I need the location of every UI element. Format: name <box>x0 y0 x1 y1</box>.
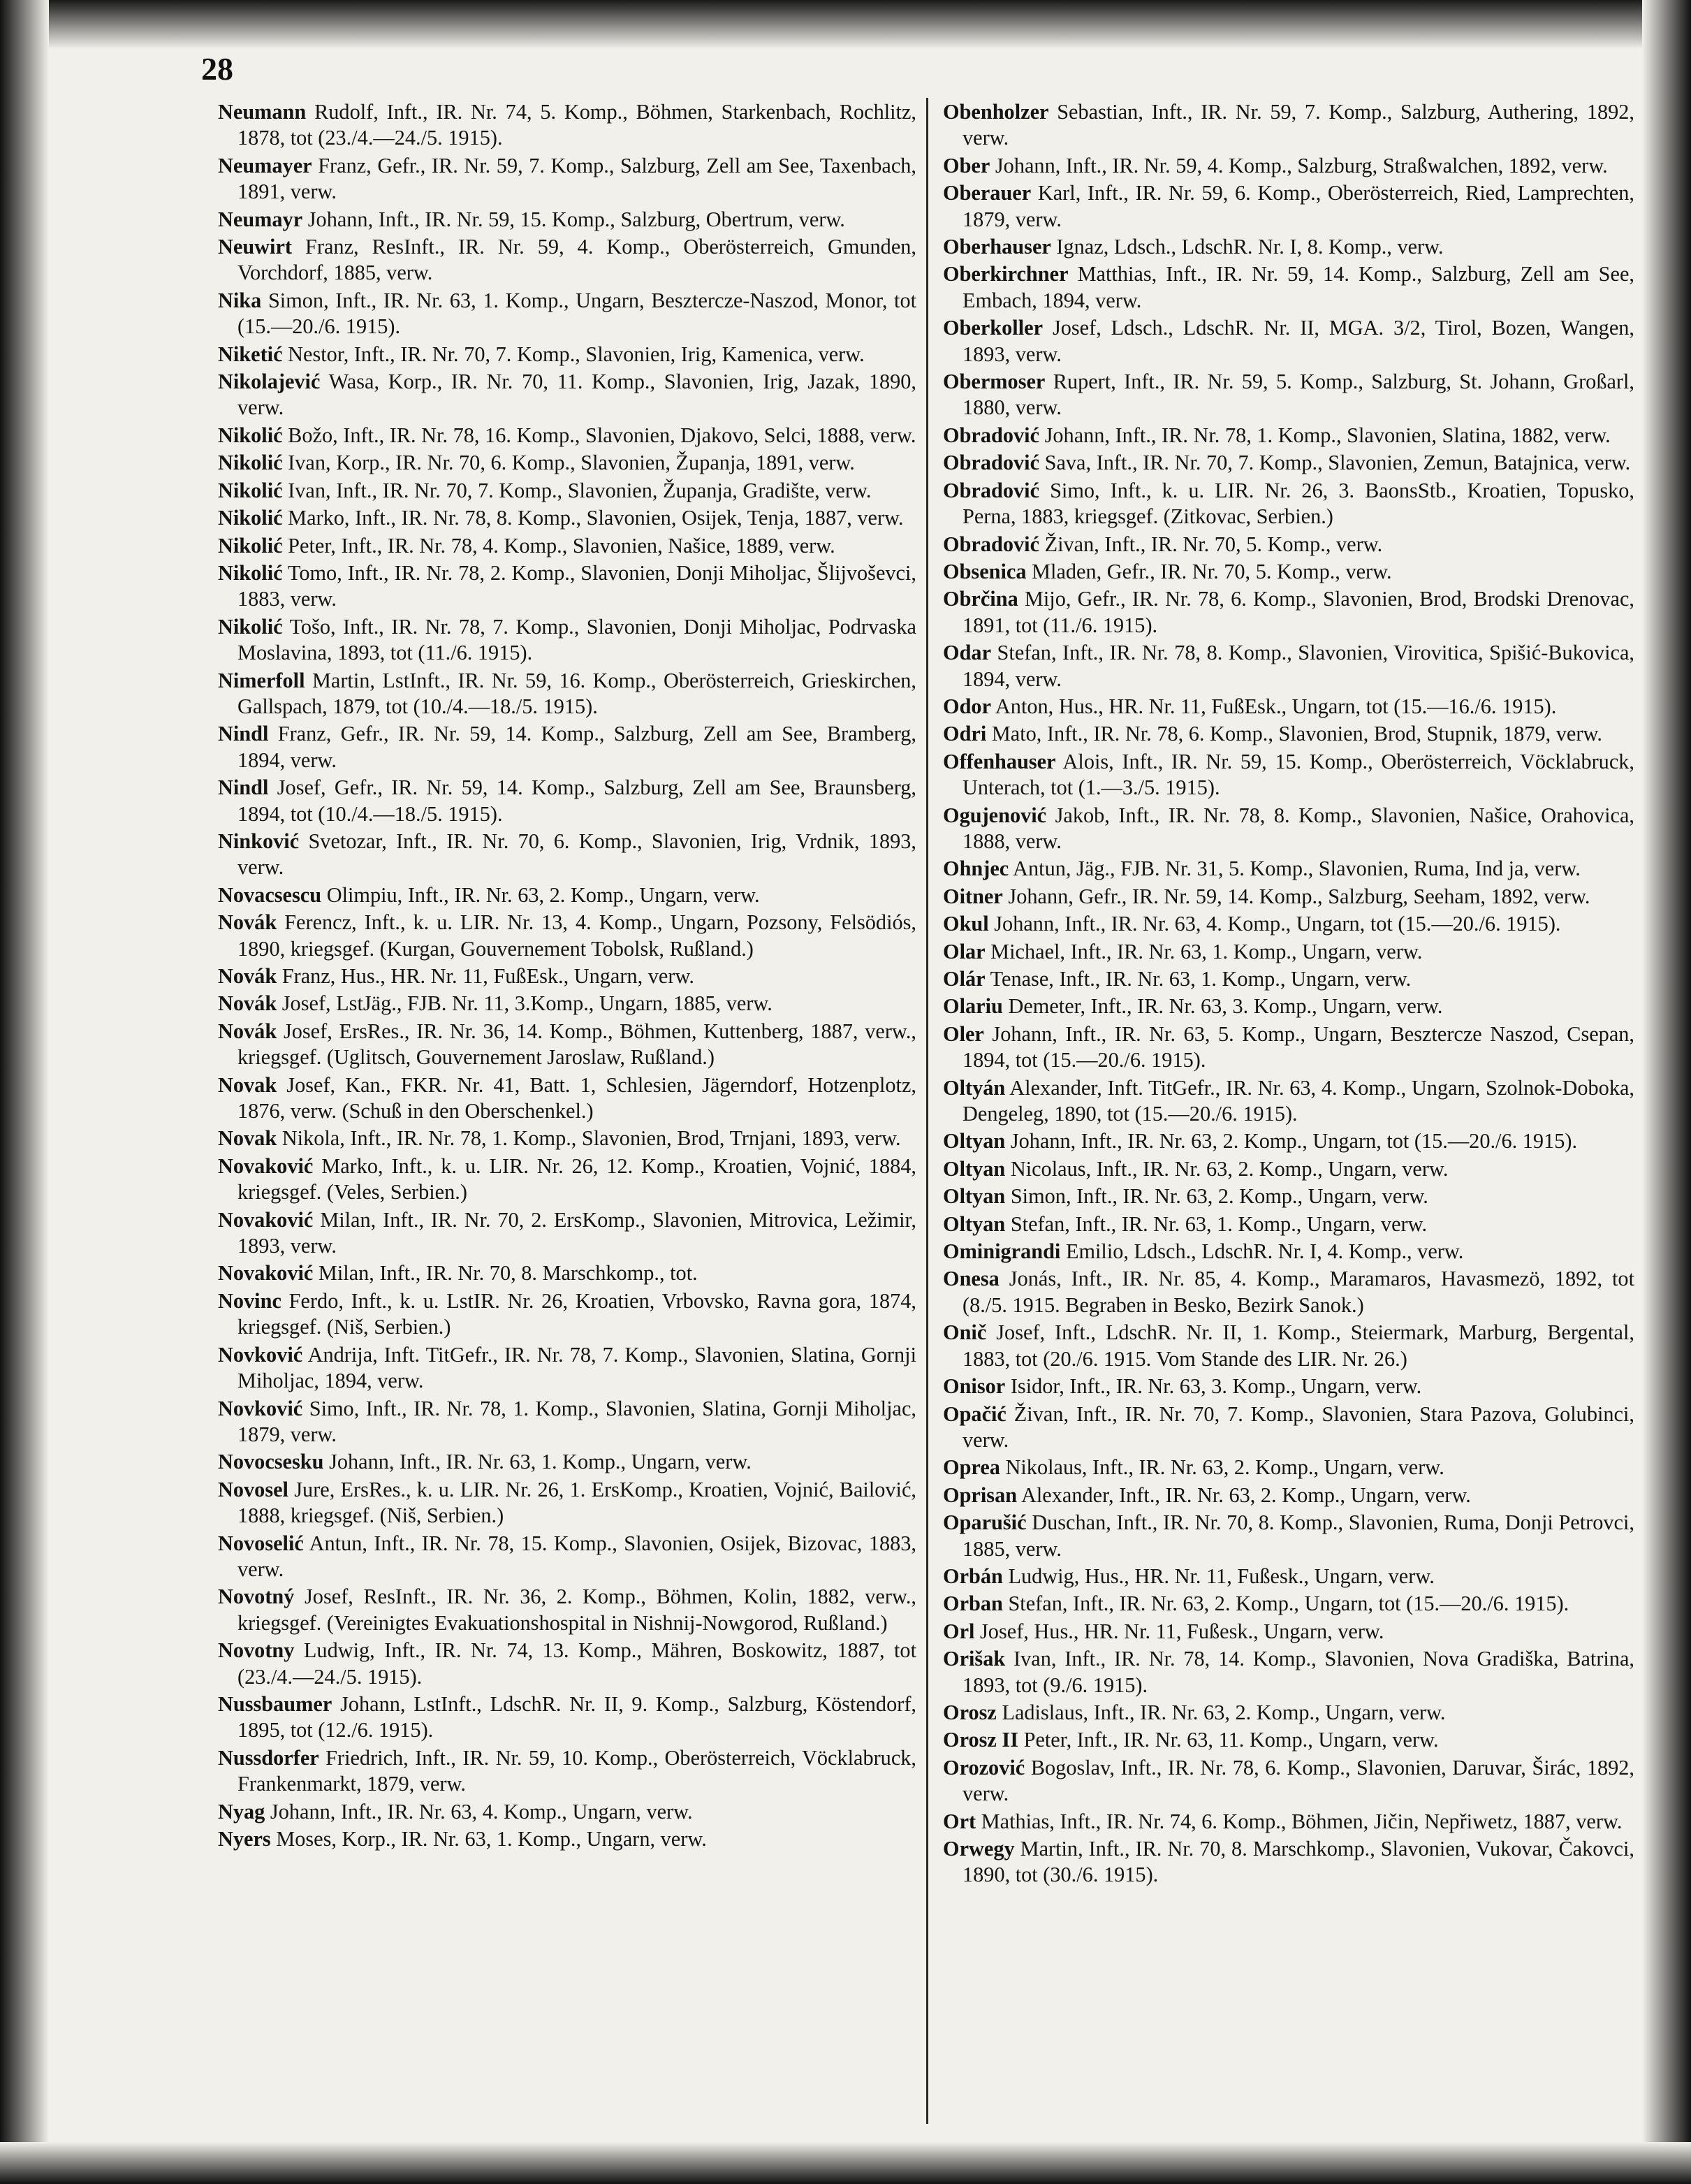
entry-surname: Nimerfoll <box>218 668 305 692</box>
list-entry <box>943 1700 1634 1726</box>
entry-surname: Novotny <box>218 1638 295 1663</box>
entry-surname: Novocsesku <box>218 1450 324 1474</box>
entry-surname: Ogujenović <box>943 803 1047 827</box>
list-entry <box>218 1396 916 1448</box>
entry-details: Nikola, Inft., IR. Nr. 78, 1. Komp., Slavonien, Brod, Trnjani, 1893, verw. <box>281 1126 901 1151</box>
entry-surname: Nikolajević <box>218 370 321 394</box>
list-entry <box>943 803 1634 855</box>
entry-details: Bogoslav, Inft., IR. Nr. 78, 6. Komp., Slavonien, Daruvar, Širác, 1892, verw. <box>962 1755 1635 1806</box>
entry-details: Josef, LstJäg., FJB. Nr. 11, 3.Komp., Ungarn, 1885, verw. <box>281 991 773 1016</box>
entry-details: Moses, Korp., IR. Nr. 63, 1. Komp., Ungarn, verw. <box>276 1827 707 1851</box>
entry-surname: Orbán <box>943 1564 1003 1588</box>
entry-surname: Oberkirchner <box>943 262 1069 286</box>
entry-details: Demeter, Inft., IR. Nr. 63, 3. Komp., Ungarn, verw. <box>1008 994 1443 1019</box>
entry-surname: Novák <box>218 1019 277 1043</box>
list-entry <box>943 1455 1634 1480</box>
list-entry <box>943 694 1634 720</box>
list-entry <box>943 1619 1634 1645</box>
entry-surname: Neumayer <box>218 153 312 177</box>
entry-details: Božo, Inft., IR. Nr. 78, 16. Komp., Slavonien, Djakovo, Selci, 1888, verw. <box>288 423 916 447</box>
entry-details: Johann, Inft., IR. Nr. 63, 5. Komp., Ungarn, Besztercze Naszod, Csepan, 1894, tot (15.—20./6. 1915). <box>962 1021 1634 1072</box>
entry-surname: Novák <box>218 964 277 988</box>
entry-details: Josef, ErsRes., IR. Nr. 36, 14. Komp., Böhmen, Kuttenberg, 1887, verw., kriegsgef. (Uglitsch, Gouvernement Jaroslaw, Rußland.) <box>237 1019 916 1070</box>
entry-surname: Nyers <box>218 1827 271 1851</box>
entry-details: Franz, Gefr., IR. Nr. 59, 7. Komp., Salzburg, Zell am See, Taxenbach, 1891, verw. <box>237 153 916 204</box>
list-entry <box>943 315 1634 367</box>
entry-surname: Olár <box>943 967 986 991</box>
entry-details: Milan, Inft., IR. Nr. 70, 8. Marschkomp., tot. <box>318 1261 698 1286</box>
entry-details: Antun, Inft., IR. Nr. 78, 15. Komp., Slavonien, Osijek, Bizovac, 1883, verw. <box>237 1531 916 1581</box>
entry-surname: Opačić <box>943 1402 1006 1426</box>
entry-details: Jonás, Inft., IR. Nr. 85, 4. Komp., Maramaros, Havasmezö, 1892, tot (8./5. 1915. Begraben in Besko, Bezirk Sanok.) <box>962 1267 1634 1317</box>
entry-details: Duschan, Inft., IR. Nr. 70, 8. Komp., Slavonien, Ruma, Donji Petrovci, 1885, verw. <box>962 1510 1634 1561</box>
list-entry <box>943 180 1634 233</box>
entry-details: Ferdo, Inft., k. u. LstIR. Nr. 26, Kroatien, Vrbovsko, Ravna gora, 1874, kriegsgef. (Niš, Serbien.) <box>237 1288 916 1339</box>
entry-details: Franz, ResInft., IR. Nr. 59, 4. Komp., Oberösterreich, Gmunden, Vorchdorf, 1885, verw. <box>237 235 916 285</box>
entry-details: Ivan, Inft., IR. Nr. 78, 14. Komp., Slavonien, Nova Gradiška, Batrina, 1893, tot (9./6. 1915). <box>962 1647 1634 1697</box>
entry-details: Josef, Inft., LdschR. Nr. II, 1. Komp., Steiermark, Marburg, Bergental, 1883, tot (20./6. 1915. Vom Stande des LIR. Nr. 26.) <box>962 1320 1634 1371</box>
list-entry <box>943 559 1634 585</box>
list-entry <box>218 1072 916 1125</box>
list-entry <box>943 261 1634 314</box>
entry-surname: Orban <box>943 1592 1003 1616</box>
list-entry <box>943 99 1634 152</box>
entry-details: Anton, Hus., HR. Nr. 11, FußEsk., Ungarn, tot (15.—16./6. 1915). <box>995 694 1557 718</box>
entry-details: Matthias, Inft., IR. Nr. 59, 14. Komp., Salzburg, Zell am See, Embach, 1894, verw. <box>962 262 1635 312</box>
list-entry <box>218 288 916 340</box>
entry-surname: Ort <box>943 1809 976 1833</box>
list-entry <box>943 1320 1634 1372</box>
list-entry <box>218 505 916 531</box>
entry-details: Sebastian, Inft., IR. Nr. 59, 7. Komp., Salzburg, Authering, 1892, verw. <box>962 100 1634 150</box>
entry-surname: Neumann <box>218 100 307 124</box>
list-entry <box>218 614 916 667</box>
list-entry <box>218 1342 916 1395</box>
entry-details: Jure, ErsRes., k. u. LIR. Nr. 26, 1. ErsKomp., Kroatien, Vojnić, Bailović, 1888, kriegsgef. (Niš, Serbien.) <box>237 1477 916 1528</box>
list-entry <box>943 640 1634 692</box>
entry-details: Tenase, Inft., IR. Nr. 63, 1. Komp., Ungarn, verw. <box>990 967 1412 991</box>
list-entry <box>218 207 916 233</box>
entry-details: Michael, Inft., IR. Nr. 63, 1. Komp., Ungarn, verw. <box>990 939 1423 963</box>
list-entry <box>943 450 1634 476</box>
list-entry <box>218 775 916 827</box>
entry-details: Jakob, Inft., IR. Nr. 78, 8. Komp., Slavonien, Našice, Orahovica, 1888, verw. <box>962 803 1634 853</box>
entry-surname: Novák <box>218 991 277 1016</box>
entry-surname: Ominigrandi <box>943 1239 1061 1264</box>
entry-surname: Oberkoller <box>943 316 1044 340</box>
entry-surname: Oltyan <box>943 1211 1006 1236</box>
entry-surname: Onesa <box>943 1267 1000 1291</box>
list-entry <box>943 1809 1634 1835</box>
entry-surname: Nindl <box>218 722 269 746</box>
list-entry <box>943 532 1634 558</box>
entry-surname: Novacsescu <box>218 882 322 907</box>
entry-details: Rupert, Inft., IR. Nr. 59, 5. Komp., Salzburg, St. Johann, Großarl, 1880, verw. <box>962 370 1634 420</box>
entry-details: Peter, Inft., IR. Nr. 78, 4. Komp., Slavonien, Našice, 1889, verw. <box>288 533 835 558</box>
entry-details: Mathias, Inft., IR. Nr. 74, 6. Komp., Böhmen, Jičin, Nepřiwetz, 1887, verw. <box>981 1809 1623 1833</box>
entry-surname: Oltyan <box>943 1129 1006 1153</box>
entry-details: Nikolaus, Inft., IR. Nr. 63, 2. Komp., Ungarn, verw. <box>1005 1455 1444 1480</box>
list-entry <box>943 1646 1634 1698</box>
list-entry <box>218 450 916 476</box>
list-entry <box>943 884 1634 910</box>
entry-surname: Nikolić <box>218 506 283 530</box>
entry-details: Johann, Gefr., IR. Nr. 59, 14. Komp., Salzburg, Seeham, 1892, verw. <box>1008 884 1590 908</box>
entry-surname: Novak <box>218 1126 277 1151</box>
list-entry <box>218 1477 916 1529</box>
list-entry <box>218 423 916 449</box>
entry-surname: Obrčina <box>943 587 1018 611</box>
entry-surname: Obradović <box>943 532 1040 556</box>
entry-surname: Nika <box>218 288 262 312</box>
entry-surname: Oltyan <box>943 1184 1006 1209</box>
entry-details: Alexander, Inft., IR. Nr. 63, 2. Komp., Ungarn, verw. <box>1020 1483 1471 1507</box>
list-entry <box>218 1799 916 1825</box>
list-entry <box>218 234 916 286</box>
list-entry <box>943 1128 1634 1154</box>
list-entry <box>943 1836 1634 1888</box>
entry-details: Johann, Inft., IR. Nr. 63, 4. Komp., Ungarn, verw. <box>270 1799 693 1823</box>
entry-details: Martin, LstInft., IR. Nr. 59, 16. Komp., Oberösterreich, Grieskirchen, Gallspach, 1879, tot (10./4.—18./5. 1915). <box>237 668 917 718</box>
entry-details: Simon, Inft., IR. Nr. 63, 2. Komp., Ungarn, verw. <box>1010 1184 1428 1209</box>
entry-surname: Obermoser <box>943 370 1046 394</box>
list-entry <box>218 99 916 152</box>
right-column <box>943 99 1634 1890</box>
entry-surname: Oitner <box>943 884 1003 908</box>
entry-surname: Ninković <box>218 829 300 853</box>
entry-surname: Oparušić <box>943 1510 1027 1535</box>
entry-surname: Neuwirt <box>218 235 293 259</box>
entry-surname: Obradović <box>943 478 1040 502</box>
entry-details: Stefan, Inft., IR. Nr. 78, 8. Komp., Slavonien, Virovitica, Spišić-Bukovica, 1894, verw. <box>962 641 1634 691</box>
entry-details: Tomo, Inft., IR. Nr. 78, 2. Komp., Slavonien, Donji Miholjac, Šlijvoševci, 1883, verw. <box>237 560 916 611</box>
entry-details: Isidor, Inft., IR. Nr. 63, 3. Komp., Ungarn, verw. <box>1010 1374 1422 1399</box>
list-entry <box>218 1288 916 1341</box>
scan-edge-top <box>0 0 1691 49</box>
entry-surname: Obradović <box>943 451 1040 475</box>
entry-surname: Oltyan <box>943 1156 1006 1181</box>
entry-details: Milan, Inft., IR. Nr. 70, 2. ErsKomp., Slavonien, Mitrovica, Ležimir, 1893, verw. <box>237 1207 916 1258</box>
list-entry <box>218 1826 916 1852</box>
entry-details: Alois, Inft., IR. Nr. 59, 15. Komp., Oberösterreich, Vöcklabruck, Unterach, tot (1.—3./5. 1915). <box>962 749 1635 800</box>
list-entry <box>943 1211 1634 1237</box>
entry-surname: Nikolić <box>218 560 283 585</box>
entry-surname: Novaković <box>218 1207 314 1232</box>
entry-surname: Nikolić <box>218 423 283 447</box>
list-entry <box>943 1483 1634 1508</box>
list-entry <box>218 882 916 908</box>
list-entry <box>943 1755 1634 1807</box>
entry-surname: Novaković <box>218 1153 314 1178</box>
list-entry <box>218 369 916 421</box>
entry-surname: Oltyán <box>943 1075 1006 1100</box>
list-entry <box>943 1727 1634 1753</box>
entry-surname: Nikolić <box>218 614 283 639</box>
entry-details: Wasa, Korp., IR. Nr. 70, 11. Komp., Slavonien, Irig, Jazak, 1890, verw. <box>237 370 916 420</box>
entry-details: Živan, Inft., IR. Nr. 70, 5. Komp., verw. <box>1044 532 1383 556</box>
entry-surname: Orozović <box>943 1755 1025 1779</box>
column-divider <box>926 98 928 2124</box>
list-entry <box>218 478 916 504</box>
entry-surname: Novotný <box>218 1585 295 1609</box>
entry-surname: Oberhauser <box>943 235 1051 259</box>
entry-surname: Niketić <box>218 342 283 366</box>
list-entry <box>943 586 1634 639</box>
entry-details: Johann, Inft., IR. Nr. 59, 4. Komp., Salzburg, Straßwalchen, 1892, verw. <box>995 153 1608 177</box>
entry-surname: Orosz <box>943 1700 997 1724</box>
entry-surname: Oprisan <box>943 1483 1018 1507</box>
entry-details: Stefan, Inft., IR. Nr. 63, 1. Komp., Ungarn, verw. <box>1010 1211 1428 1236</box>
entry-details: Johann, Inft., IR. Nr. 63, 4. Komp., Ungarn, tot (15.—20./6. 1915). <box>994 912 1561 936</box>
entry-surname: Nikolić <box>218 478 283 502</box>
entry-surname: Olariu <box>943 994 1003 1019</box>
list-entry <box>218 153 916 205</box>
entry-details: Ivan, Inft., IR. Nr. 70, 7. Komp., Slavonien, Županja, Gradište, verw. <box>288 478 872 502</box>
entry-details: Nestor, Inft., IR. Nr. 70, 7. Komp., Slavonien, Irig, Kamenica, verw. <box>288 342 865 366</box>
entry-surname: Orwegy <box>943 1837 1015 1861</box>
entry-details: Josef, Ldsch., LdschR. Nr. II, MGA. 3/2, Tirol, Bozen, Wangen, 1893, verw. <box>962 316 1634 366</box>
entry-surname: Obsenica <box>943 559 1027 583</box>
entry-surname: Novković <box>218 1342 303 1367</box>
entry-details: Antun, Jäg., FJB. Nr. 31, 5. Komp., Slavonien, Ruma, Ind ja, verw. <box>1013 857 1581 881</box>
entry-surname: Ohnjec <box>943 857 1009 881</box>
entry-surname: Ober <box>943 153 990 177</box>
entry-surname: Odor <box>943 694 992 718</box>
entry-details: Mato, Inft., IR. Nr. 78, 6. Komp., Slavonien, Brod, Stupnik, 1879, verw. <box>991 722 1602 746</box>
entry-details: Josef, Gefr., IR. Nr. 59, 14. Komp., Salzburg, Zell am See, Braunsberg, 1894, tot (10./4.—18./5. 1915). <box>237 776 917 826</box>
entry-surname: Nindl <box>218 776 269 800</box>
list-entry <box>943 749 1634 801</box>
list-entry <box>943 1021 1634 1074</box>
list-entry <box>218 1019 916 1071</box>
list-entry <box>943 966 1634 992</box>
entry-details: Marko, Inft., IR. Nr. 78, 8. Komp., Slavonien, Osijek, Tenja, 1887, verw. <box>288 506 904 530</box>
list-entry <box>218 1638 916 1690</box>
entry-details: Martin, Inft., IR. Nr. 70, 8. Marschkomp., Slavonien, Vukovar, Čakovci, 1890, tot (30./6. 1915). <box>962 1837 1634 1887</box>
entry-details: Sava, Inft., IR. Nr. 70, 7. Komp., Slavonien, Zemun, Batajnica, verw. <box>1044 451 1631 475</box>
entry-surname: Orl <box>943 1619 975 1643</box>
entry-surname: Onisor <box>943 1374 1006 1399</box>
entry-details: Josef, Hus., HR. Nr. 11, Fußesk., Ungarn, verw. <box>980 1619 1384 1643</box>
entry-details: Mijo, Gefr., IR. Nr. 78, 6. Komp., Slavonien, Brod, Brodski Drenovac, 1891, tot (11./6. 1915). <box>962 587 1634 637</box>
entry-details: Franz, Hus., HR. Nr. 11, FußEsk., Ungarn, verw. <box>281 964 694 988</box>
list-entry <box>218 1531 916 1583</box>
list-entry <box>218 1584 916 1636</box>
list-entry <box>943 1184 1634 1209</box>
list-entry <box>943 939 1634 965</box>
entry-surname: Novković <box>218 1396 303 1420</box>
entry-surname: Olar <box>943 939 986 963</box>
list-entry <box>218 533 916 559</box>
entry-details: Ivan, Korp., IR. Nr. 70, 6. Komp., Slavonien, Županja, 1891, verw. <box>288 451 855 475</box>
entry-details: Johann, Inft., IR. Nr. 63, 1. Komp., Ungarn, verw. <box>329 1450 752 1474</box>
entry-details: Ladislaus, Inft., IR. Nr. 63, 2. Komp., Ungarn, verw. <box>1002 1700 1446 1724</box>
list-entry <box>218 1449 916 1475</box>
list-entry <box>943 993 1634 1019</box>
entry-surname: Odri <box>943 722 987 746</box>
left-column <box>218 99 916 1854</box>
list-entry <box>943 369 1634 421</box>
entry-surname: Nikolić <box>218 533 283 558</box>
list-entry <box>943 234 1634 260</box>
list-entry <box>218 1691 916 1744</box>
list-entry <box>943 1402 1634 1454</box>
entry-details: Svetozar, Inft., IR. Nr. 70, 6. Komp., Slavonien, Irig, Vrdnik, 1893, verw. <box>237 829 916 880</box>
list-entry <box>943 911 1634 937</box>
list-entry <box>218 1126 916 1151</box>
entry-details: Simo, Inft., k. u. LIR. Nr. 26, 3. BaonsStb., Kroatien, Topusko, Perna, 1883, kriegsgef. (Zitkovac, Serbien.) <box>962 478 1634 529</box>
list-entry <box>218 668 916 720</box>
list-entry <box>218 721 916 773</box>
entry-surname: Neumayr <box>218 207 303 231</box>
list-entry <box>943 423 1634 449</box>
list-entry <box>218 1153 916 1206</box>
entry-details: Tošo, Inft., IR. Nr. 78, 7. Komp., Slavonien, Donji Miholjac, Podrvaska Moslavina, 1893, tot (11./6. 1915). <box>237 614 916 665</box>
scan-edge-bottom <box>0 2142 1691 2184</box>
list-entry <box>218 342 916 367</box>
entry-surname: Nyag <box>218 1799 265 1823</box>
entry-surname: Novinc <box>218 1288 281 1313</box>
list-entry <box>943 153 1634 179</box>
entry-details: Johann, Inft., IR. Nr. 59, 15. Komp., Salzburg, Obertrum, verw. <box>307 207 845 231</box>
list-entry <box>943 856 1634 882</box>
entry-details: Rudolf, Inft., IR. Nr. 74, 5. Komp., Böhmen, Starkenbach, Rochlitz, 1878, tot (23./4.—24./5. 1915). <box>237 100 916 150</box>
list-entry <box>943 478 1634 530</box>
entry-surname: Novak <box>218 1072 277 1097</box>
entry-details: Andrija, Inft. TitGefr., IR. Nr. 78, 7. Komp., Slavonien, Slatina, Gornji Miholjac, 1894, verw. <box>237 1342 917 1393</box>
entry-surname: Oprea <box>943 1455 1000 1480</box>
entry-surname: Orišak <box>943 1647 1006 1671</box>
list-entry <box>218 963 916 989</box>
entry-details: Emilio, Ldsch., LdschR. Nr. I, 4. Komp., verw. <box>1065 1239 1464 1264</box>
list-entry <box>943 1266 1634 1318</box>
list-entry <box>943 1156 1634 1182</box>
entry-details: Franz, Gefr., IR. Nr. 59, 14. Komp., Salzburg, Zell am See, Bramberg, 1894, verw. <box>237 722 916 772</box>
entry-details: Ludwig, Inft., IR. Nr. 74, 13. Komp., Mähren, Boskowitz, 1887, tot (23./4.—24./5. 1915). <box>237 1638 916 1689</box>
entry-details: Mladen, Gefr., IR. Nr. 70, 5. Komp., verw. <box>1032 559 1392 583</box>
entry-details: Marko, Inft., k. u. LIR. Nr. 26, 12. Komp., Kroatien, Vojnić, 1884, kriegsgef. (Veles, Serbien.) <box>237 1153 917 1204</box>
entry-details: Ferencz, Inft., k. u. LIR. Nr. 13, 4. Komp., Ungarn, Pozsony, Felsödiós, 1890, kriegsgef. (Kurgan, Gouvernement Tobolsk, Rußland.) <box>237 910 917 961</box>
entry-details: Friedrich, Inft., IR. Nr. 59, 10. Komp., Oberösterreich, Vöcklabruck, Frankenmarkt, 1879, verw. <box>237 1745 916 1796</box>
entry-surname: Nussbaumer <box>218 1691 332 1716</box>
entry-surname: Onič <box>943 1320 987 1345</box>
list-entry <box>218 1745 916 1798</box>
list-entry <box>943 1374 1634 1399</box>
entry-details: Alexander, Inft. TitGefr., IR. Nr. 63, 4. Komp., Ungarn, Szolnok-Doboka, Dengeleg, 1890, tot (15.—20./6. 1915). <box>962 1075 1634 1126</box>
list-entry <box>218 1260 916 1286</box>
list-entry <box>943 721 1634 747</box>
entry-surname: Okul <box>943 912 989 936</box>
entry-surname: Nussdorfer <box>218 1745 319 1770</box>
entry-details: Johann, LstInft., LdschR. Nr. II, 9. Komp., Salzburg, Köstendorf, 1895, tot (12./6. 1915). <box>237 1691 916 1742</box>
entry-details: Karl, Inft., IR. Nr. 59, 6. Komp., Oberösterreich, Ried, Lamprechten, 1879, verw. <box>962 181 1634 231</box>
entry-surname: Novosel <box>218 1477 288 1501</box>
entry-details: Johann, Inft., IR. Nr. 63, 2. Komp., Ungarn, tot (15.—20./6. 1915). <box>1010 1129 1578 1153</box>
list-entry <box>943 1239 1634 1265</box>
list-entry <box>943 1564 1634 1589</box>
entry-details: Stefan, Inft., IR. Nr. 63, 2. Komp., Ungarn, tot (15.—20./6. 1915). <box>1008 1592 1569 1616</box>
entry-surname: Odar <box>943 641 992 665</box>
scan-edge-left <box>0 0 49 2184</box>
list-entry <box>218 1207 916 1260</box>
list-entry <box>218 560 916 613</box>
list-entry <box>218 910 916 962</box>
scan-edge-right <box>1642 0 1691 2184</box>
entry-details: Simon, Inft., IR. Nr. 63, 1. Komp., Ungarn, Besztercze-Naszod, Monor, tot (15.—20./6. 1915). <box>237 288 917 339</box>
list-entry <box>943 1591 1634 1617</box>
entry-details: Nicolaus, Inft., IR. Nr. 63, 2. Komp., Ungarn, verw. <box>1010 1156 1449 1181</box>
entry-details: Olimpiu, Inft., IR. Nr. 63, 2. Komp., Ungarn, verw. <box>326 882 760 907</box>
entry-details: Ludwig, Hus., HR. Nr. 11, Fußesk., Ungarn, verw. <box>1008 1564 1435 1588</box>
entry-details: Josef, ResInft., IR. Nr. 36, 2. Komp., Böhmen, Kolin, 1882, verw., kriegsgef. (Vereinigtes Evakuationshospital in Nishnij-Nowgorod, Rußland.) <box>237 1585 916 1635</box>
list-entry <box>218 829 916 881</box>
entry-surname: Obenholzer <box>943 100 1049 124</box>
entry-surname: Oberauer <box>943 181 1032 205</box>
entry-surname: Oler <box>943 1021 984 1046</box>
entry-surname: Offenhauser <box>943 749 1056 773</box>
list-entry <box>943 1075 1634 1128</box>
entry-details: Josef, Kan., FKR. Nr. 41, Batt. 1, Schlesien, Jägerndorf, Hotzenplotz, 1876, verw. (Schuß in den Oberschenkel.) <box>237 1072 916 1123</box>
entry-details: Peter, Inft., IR. Nr. 63, 11. Komp., Ungarn, verw. <box>1023 1728 1439 1752</box>
entry-surname: Obradović <box>943 423 1040 447</box>
entry-surname: Novaković <box>218 1261 314 1286</box>
entry-details: Živan, Inft., IR. Nr. 70, 7. Komp., Slavonien, Stara Pazova, Golubinci, verw. <box>962 1402 1634 1452</box>
entry-surname: Orosz II <box>943 1728 1019 1752</box>
entry-surname: Novoselić <box>218 1531 304 1555</box>
list-entry <box>943 1510 1634 1562</box>
entry-surname: Nikolić <box>218 451 283 475</box>
entry-details: Ignaz, Ldsch., LdschR. Nr. I, 8. Komp., verw. <box>1056 235 1444 259</box>
entry-details: Johann, Inft., IR. Nr. 78, 1. Komp., Slavonien, Slatina, 1882, verw. <box>1044 423 1611 447</box>
entry-details: Simo, Inft., IR. Nr. 78, 1. Komp., Slavonien, Slatina, Gornji Miholjac, 1879, verw. <box>237 1396 916 1446</box>
list-entry <box>218 991 916 1017</box>
page-number: 28 <box>201 51 233 87</box>
entry-surname: Novák <box>218 910 277 935</box>
